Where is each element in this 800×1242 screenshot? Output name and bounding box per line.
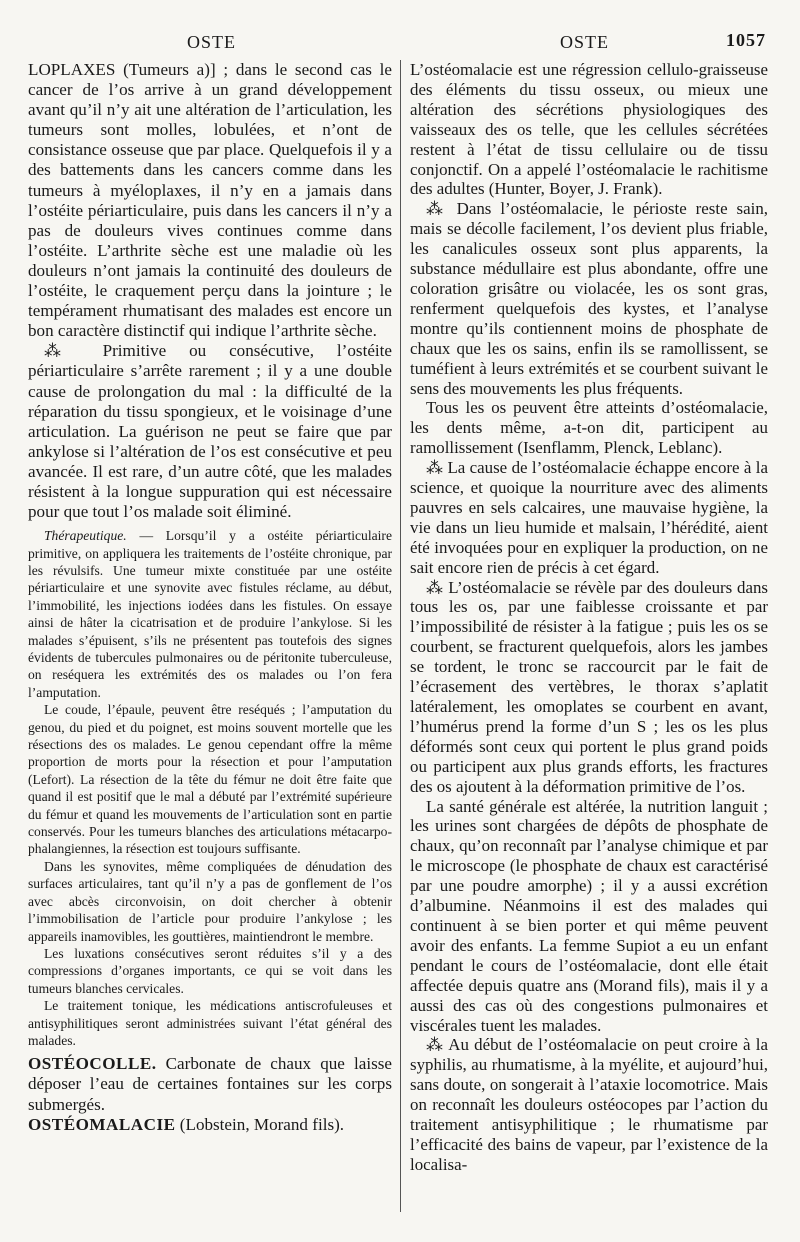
paragraph-therapeutique <box>28 527 392 701</box>
paragraph-primitive: ⁂ Primitive ou consécutive, l’ostéite périarticulaire s’arrête rarement ; il y a une double cause de prolongation du mal : la difficulté de la réparation du tissu spongieux, et le voisinage d’une articulation. La guérison ne peut se faire que par ankylose si l’altération de l’os est consécutive et peu avancée. Il est rare, d’un autre côté, que les malades résistent à la longue suppuration qui est nécessaire pour que tout l’os malade soit éliminé. <box>28 341 392 522</box>
osteomalacie-sources: (Lobstein, Morand fils). <box>175 1114 345 1134</box>
paragraph-definition: L’ostéomalacie est une régression cellulo-graisseuse des éléments du tissu osseux, ou mieux une altération des sécrétions physiologiques des vaisseaux des os telle, que les cellules sécrétées restent à l’état de tissu cellulaire ou de tissu conjonctif. On a appelé l’ostéomalacie le rachitisme des adultes (Hunter, Boyer, J. Frank). <box>410 60 768 199</box>
running-header <box>0 28 800 58</box>
headword-osteomalacie: OSTÉOMALACIE <box>28 1114 176 1134</box>
paragraph-perioste: ⁂ Dans l’ostéomalacie, le périoste reste sain, mais se décolle facilement, l’os devient plus friable, les canalicules osseux sont plus apparents, la substance médullaire est plus abondante, offre une coloration grisâtre ou violacée, les os sont gras, renferment quelquefois des kystes, et l’analyse montre qu’ils contiennent moins de phosphate de chaux que les os sains, enfin ils se ramollissent, se tuméfient à leurs extrémités et se courbent suivant le sens des mouvements les plus fréquents. <box>410 199 768 398</box>
entry-osteomalacie <box>28 1115 392 1135</box>
column-divider <box>400 60 401 1212</box>
paragraph-synovites: Dans les synovites, même compliquées de dénudation des surfaces articulaires, tant qu’il n’y a pas de gonflement de l’os avec abcès circonvoisin, on doit chercher à obtenir l’immobilisation de l’article pour produire l’ankylose ; les appareils inamovibles, les gouttières, maintiendront le membre. <box>28 858 392 944</box>
therapeutique-text: — Lorsqu’il y a ostéite périarticulaire primitive, on appliquera les traitements de l’ostéite chronique, par les révulsifs. Une tumeur mixte constituée par une ostéite périarticulaire et une synovite avec fistules réclame, au début, l’immobilité, les injections iodées dans les fistules. On essaye ainsi de hâter la cicatrisation et de produire l’ankylose. Si les malades s’épuisent, s’ils ne présentent pas toutefois des signes évidents de tubercules pulmonaires ou de péritonite tuberculeuse, on reséquera les extrémités des os malades ou l’on fera l’amputation. <box>28 528 392 700</box>
osteocolle-definition: Carbonate de chaux que laisse déposer l’eau de certaines fontaines sur les corps submergés. <box>28 1054 392 1114</box>
left-column <box>28 60 392 1135</box>
left-running-title: OSTE <box>187 32 236 52</box>
paragraph-luxations: Les luxations consécutives seront réduites s’il y a des compressions d’organes importants, ce qui se voit dans les tumeurs blanches cervicales. <box>28 945 392 996</box>
paragraph-traitement-tonique: Le traitement tonique, les médications antiscrofuleuses et antisyphilitiques seront administrées suivant l’état général des malades. <box>28 998 392 1048</box>
paragraph-sante-generale: La santé générale est altérée, la nutrition languit ; les urines sont chargées de dépôts de phosphate de chaux, qu’on reconnaît par l’analyse chimique et par le microscope (le phosphate de chaux est caractérisé par une poudre amorphe) ; il y a aussi excrétion d’albumine. Néanmoins il est des malades qui continuent à se bien porter et qui même peuvent avoir des enfants. La femme Supiot a eu un enfant pendant le cours de l’ostéomalacie, dont elle était affectée depuis quatre ans (Morand fils), mais il y a aussi des cas où des congestions pulmonaires et viscérales tuent les malades. <box>410 796 768 1035</box>
right-running-title: OSTE <box>560 32 609 52</box>
therapeutique-label: Thérapeutique. <box>44 528 127 544</box>
paragraph-diagnostic: ⁂ Au début de l’ostéomalacie on peut croire à la syphilis, au rhumatisme, à la myélite, et aujourd’hui, sans doute, on songerait à l’ataxie locomotrice. Mais on reconnaît les douleurs ostéocopes par l’action du traitement antisyphilitique ; le rhumatisme par l’efficacité des bains de vapeur, par l’existence de la localisa- <box>410 1035 768 1174</box>
headword-osteocolle: OSTÉOCOLLE. <box>28 1054 157 1074</box>
entry-osteocolle <box>28 1054 392 1114</box>
paragraph-coude: Le coude, l’épaule, peuvent être reséqués ; l’amputation du genou, du pied et du poignet, est moins souvent mortelle que les résections des os malades. Le genou cependant offre la même proportion de morts pour la résection et pour l’amputation (Lefort). La résection de la tête du fémur ne doit être faite que quand il est positif que le mal a débuté par l’extrémité supérieure du fémur et quand les mouvements de l’articulation sont en partie conservés. Pour les tumeurs blanches des articulations métacarpo-phalangiennes, la résection est toujours suffisante. <box>28 702 392 857</box>
paragraph-tumeurs: LOPLAXES (Tumeurs a)] ; dans le second cas le cancer de l’os arrive à un grand développement avant qu’il n’y ait une altération de l’articulation, les tumeurs sont molles, lobulées, et n’ont de consistance osseuse que par place. Quelquefois il y a des battements dans les cancers comme dans les tumeurs à myéloplaxes, il n’y en a jamais dans l’ostéite périarticulaire, puis dans les cancers il n’y a pas de douleurs vives continues comme dans l’ostéite. L’arthrite sèche est une maladie où les douleurs n’ont jamais la continuité des douleurs de l’ostéite, le craquement perçu dans la jointure ; le tempérament rhumatisant des malades est encore un bon caractère distinctif qui indique l’arthrite sèche. <box>28 60 392 341</box>
page-number: 1057 <box>726 30 766 50</box>
paragraph-tous-les-os: Tous les os peuvent être atteints d’ostéomalacie, les dents même, a-t-on dit, participent au ramollissement (Isenflamm, Plenck, Leblanc). <box>410 398 768 458</box>
paragraph-cause: ⁂ La cause de l’ostéomalacie échappe encore à la science, et quoique la nourriture avec des aliments pauvres en sels calcaires, une mauvaise hygiène, la vie dans un lieu humide et malsain, l’hérédité, aient été invoquées pour en expliquer la production, on ne sait encore rien de précis à cet égard. <box>410 458 768 577</box>
right-column <box>410 60 768 1175</box>
paragraph-symptomes: ⁂ L’ostéomalacie se révèle par des douleurs dans tous les os, par une faiblesse croissante et par l’impossibilité de résister à la fatigue ; puis les os se courbent, se fracturent quelquefois, alors les jambes se tordent, le tronc se raccourcit par le fait de l’écrasement des vertèbres, le thorax s’aplatit latéralement, les omoplates se courbent en avant, l’humérus prend la forme d’un S ; les os les plus déformés sont ceux qui portent le plus grand poids ou participent aux plus grands efforts, les fractures des os ajoutent à la déformation primitive de l’os. <box>410 577 768 796</box>
